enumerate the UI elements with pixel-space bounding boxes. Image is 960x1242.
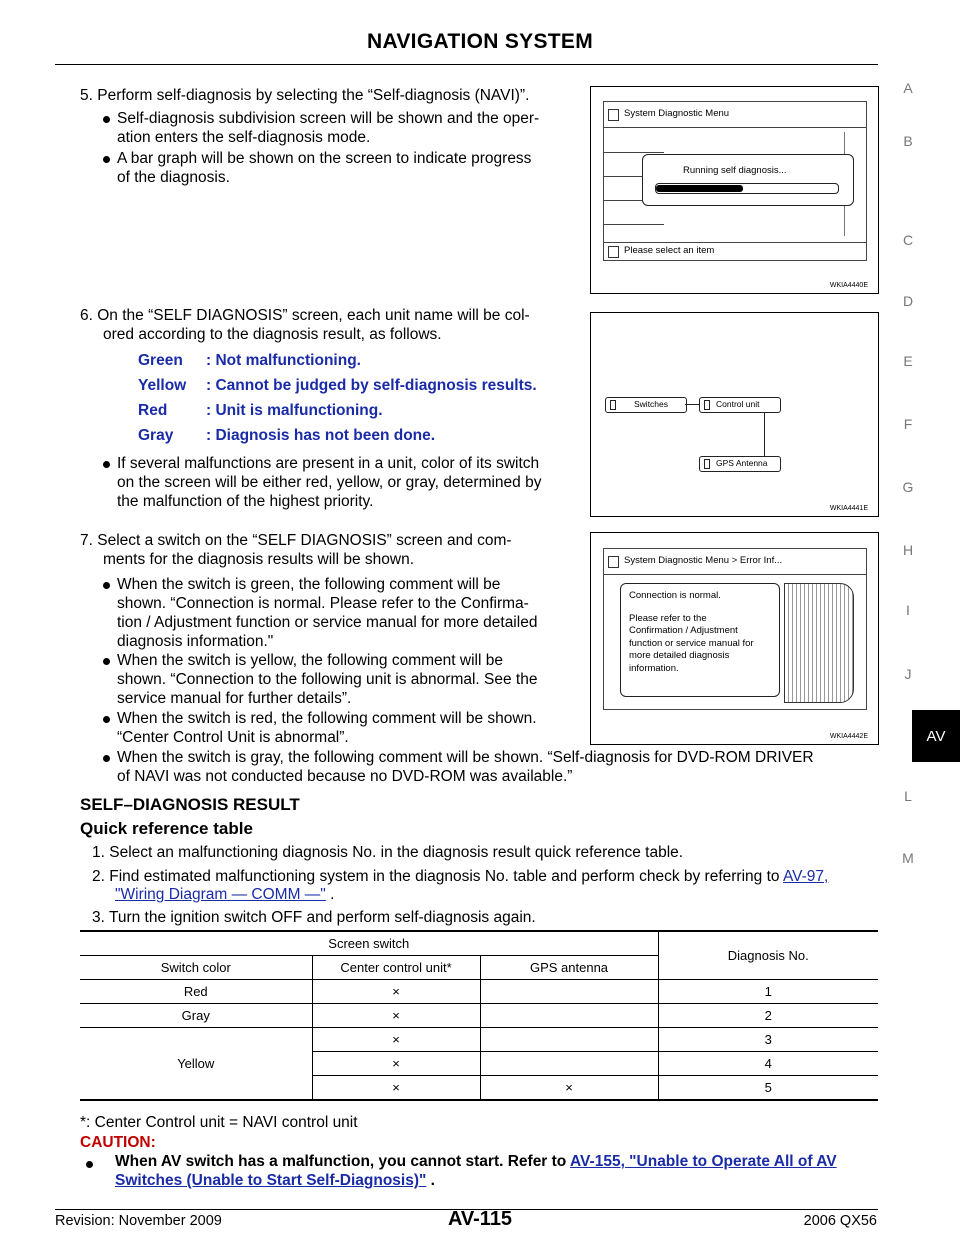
info-icon — [608, 556, 619, 568]
procedure-step2-line1 — [92, 867, 828, 886]
red-bullet-line1: When the switch is red, the following comment will be shown. — [117, 710, 537, 727]
step6-bullet-line3: the malfunction of the highest priority. — [117, 493, 374, 510]
quick-reference-table — [80, 930, 878, 1101]
cell-ccu: × — [312, 980, 480, 1004]
gray-bullet-line2: of NAVI was not conducted because no DVD-ROM was available.” — [117, 768, 573, 785]
divider — [604, 242, 866, 243]
fig1-popup-text: Running self diagnosis... — [683, 165, 787, 176]
tab-g[interactable]: G — [902, 479, 914, 495]
step5-bullet2-line1: A bar graph will be shown on the screen to indicate progress — [117, 150, 532, 167]
step7-line1: 7. Select a switch on the “SELF DIAGNOSIS” screen and com- — [80, 532, 512, 549]
procedure-step1: 1. Select an malfunctioning diagnosis No. in the diagnosis result quick reference table. — [92, 844, 684, 861]
cell-color: Red — [80, 980, 312, 1004]
table-footnote: *: Center Control unit = NAVI control unit — [80, 1114, 358, 1131]
page-title: NAVIGATION SYSTEM — [367, 30, 593, 53]
caution-end: . — [426, 1172, 435, 1189]
step5-bullet2-line2: of the diagnosis. — [117, 169, 230, 186]
cell-ccu: × — [312, 1052, 480, 1076]
color-key-yellow-desc: : Cannot be judged by self-diagnosis results. — [206, 377, 537, 394]
green-bullet-line4: diagnosis information." — [117, 633, 274, 650]
message-line: function or service manual for — [629, 637, 754, 649]
cell-gps: × — [480, 1076, 658, 1101]
yellow-bullet-line2: shown. “Connection to the following unit is abnormal. See the — [117, 671, 538, 688]
cell-diag-no: 3 — [764, 1032, 772, 1047]
header-gps-antenna: GPS antenna — [529, 960, 609, 975]
ref-link-av97[interactable]: AV-97, — [782, 868, 829, 885]
header-center-control-unit: Center control unit* — [312, 956, 480, 980]
header-rule — [55, 64, 878, 65]
cell-ccu: × — [312, 1076, 480, 1101]
bullet-dot — [103, 156, 110, 163]
green-bullet-line1: When the switch is green, the following comment will be — [117, 576, 501, 593]
message-line: Confirmation / Adjustment — [629, 625, 738, 636]
tab-m[interactable]: M — [902, 850, 914, 866]
divider — [604, 152, 664, 153]
switch-indicator — [704, 400, 710, 410]
procedure-step2-end: . — [325, 886, 335, 903]
cell-diag-no: 5 — [764, 1080, 772, 1095]
cell-diag-no: 2 — [764, 1008, 772, 1023]
color-key-yellow-name: Yellow — [138, 377, 187, 394]
switches-label: Switches — [634, 399, 669, 409]
bullet-dot — [103, 582, 110, 589]
progress-bar — [655, 183, 839, 194]
procedure-step2-text: 2. Find estimated malfunctioning system in the diagnosis No. table and perform check by referring to — [92, 868, 783, 885]
switch-indicator — [704, 459, 710, 469]
cell-gps — [480, 980, 658, 1004]
tab-b[interactable]: B — [903, 133, 913, 149]
bullet-dot — [103, 116, 110, 123]
color-key-red-desc: : Unit is malfunctioning. — [206, 402, 383, 419]
ref-link-av155-cont[interactable]: Switches (Unable to Start Self-Diagnosis)" — [115, 1172, 427, 1189]
figure-id: WKIA4440E — [829, 282, 868, 289]
step7-line2: ments for the diagnosis results will be shown. — [103, 551, 415, 568]
control-unit-label: Control unit — [716, 399, 760, 409]
tab-f[interactable]: F — [903, 416, 913, 432]
step6-line1: 6. On the “SELF DIAGNOSIS” screen, each unit name will be col- — [80, 307, 530, 324]
caution-text: When AV switch has a malfunction, you cannot start. Refer to — [115, 1153, 571, 1170]
color-key-gray-desc: : Diagnosis has not been done. — [206, 427, 436, 444]
tab-av-label: AV — [926, 727, 946, 745]
ref-link-av155[interactable]: AV-155, "Unable to Operate All of AV — [570, 1153, 837, 1170]
bullet-dot — [103, 461, 110, 468]
divider — [604, 574, 866, 575]
tab-e[interactable]: E — [903, 353, 913, 369]
gps-antenna-switch[interactable] — [699, 456, 781, 472]
footer-revision: Revision: November 2009 — [55, 1213, 222, 1229]
caution-label: CAUTION: — [80, 1134, 156, 1151]
message-line: information. — [629, 662, 679, 674]
bullet-dot — [86, 1161, 93, 1168]
yellow-bullet-line1: When the switch is yellow, the following comment will be — [117, 652, 503, 669]
connector-line — [685, 404, 699, 405]
fig3-screen-title: System Diagnostic Menu > Error Inf... — [624, 555, 783, 566]
progress-dialog — [642, 154, 854, 206]
switch-indicator — [610, 400, 616, 410]
message-box — [620, 583, 780, 697]
red-bullet-line2: “Center Control Unit is abnormal”. — [117, 729, 349, 746]
bullet-dot — [103, 755, 110, 762]
ref-link-wiring-diagram[interactable]: "Wiring Diagram — COMM —" — [115, 886, 326, 903]
figure-id: WKIA4442E — [829, 733, 868, 740]
message-text — [629, 590, 754, 675]
cell-gps — [480, 1052, 658, 1076]
color-key-green-name: Green — [138, 352, 183, 369]
divider — [604, 127, 866, 128]
cell-diag-no: 1 — [764, 984, 772, 999]
yellow-bullet-line3: service manual for further details”. — [117, 690, 352, 707]
cell-ccu: × — [312, 1004, 480, 1028]
figure-unit-diagram — [590, 312, 879, 517]
caution-line1 — [115, 1153, 837, 1171]
tab-d[interactable]: D — [902, 293, 914, 309]
procedure-step3: 3. Turn the ignition switch OFF and perform self-diagnosis again. — [92, 909, 536, 926]
tab-j[interactable]: J — [904, 666, 912, 682]
green-bullet-line3: tion / Adjustment function or service manual for more detailed — [117, 614, 538, 631]
step6-bullet-line2: on the screen will be either red, yellow, or gray, determined by — [117, 474, 542, 491]
bullet-dot — [103, 658, 110, 665]
connector-line — [764, 412, 765, 456]
message-line: Please refer to the — [629, 612, 707, 624]
color-key-green-desc: : Not malfunctioning. — [206, 352, 361, 369]
caution-line2 — [115, 1172, 435, 1190]
color-key-red-name: Red — [138, 402, 168, 419]
screen-frame — [603, 101, 867, 261]
progress-bar-fill — [656, 185, 743, 192]
control-unit-switch[interactable] — [699, 397, 781, 413]
cell-color: Gray — [80, 1004, 312, 1028]
info-icon — [608, 109, 619, 121]
message-line — [629, 603, 754, 613]
header-screen-switch: Screen switch — [80, 931, 658, 956]
footer-model: 2006 QX56 — [803, 1213, 877, 1229]
green-bullet-line2: shown. “Connection is normal. Please refer to the Confirma- — [117, 595, 529, 612]
gray-bullet-line1: When the switch is gray, the following comment will be shown. “Self-diagnosis for DVD-ROM DRIVER — [117, 749, 814, 766]
tab-av-active[interactable] — [912, 710, 960, 762]
figure-id: WKIA4441E — [829, 505, 868, 512]
tab-c[interactable]: C — [902, 232, 914, 248]
message-line: more detailed diagnosis — [629, 650, 730, 661]
step6-line2: ored according to the diagnosis result, as follows. — [103, 326, 442, 343]
info-icon — [608, 246, 619, 258]
fig1-screen-title: System Diagnostic Menu — [624, 108, 730, 119]
screen-frame — [603, 548, 867, 710]
step5-text: 5. Perform self-diagnosis by selecting the “Self-diagnosis (NAVI)”. — [80, 87, 530, 104]
tab-i[interactable]: I — [906, 602, 910, 618]
step5-bullet1-line2: ation enters the self-diagnosis mode. — [117, 129, 371, 146]
bullet-dot — [103, 716, 110, 723]
figure-error-info — [590, 532, 879, 745]
cell-gps — [480, 1028, 658, 1052]
cell-diag-no: 4 — [764, 1056, 772, 1071]
cell-ccu: × — [312, 1028, 480, 1052]
cell-color: Yellow — [80, 1028, 312, 1101]
tab-h[interactable]: H — [902, 542, 914, 558]
dial-graphic — [784, 583, 854, 703]
divider — [604, 224, 664, 225]
section-subheading: Quick reference table — [80, 819, 253, 838]
color-key-gray-name: Gray — [138, 427, 174, 444]
section-heading: SELF–DIAGNOSIS RESULT — [80, 795, 300, 814]
step6-bullet-line1: If several malfunctions are present in a unit, color of its switch — [117, 455, 540, 472]
tab-a[interactable]: A — [903, 80, 913, 96]
cell-gps — [480, 1004, 658, 1028]
page-number: AV-115 — [447, 1208, 513, 1230]
gps-antenna-label: GPS Antenna — [716, 458, 768, 468]
figure-self-diagnosis-running — [590, 86, 879, 294]
header-switch-color: Switch color — [80, 956, 312, 980]
procedure-step2-line2 — [115, 885, 334, 904]
message-line: Connection is normal. — [629, 590, 721, 601]
switches-switch[interactable] — [605, 397, 687, 413]
tab-l[interactable]: L — [904, 788, 912, 804]
header-diagnosis-no: Diagnosis No. — [658, 931, 878, 980]
fig1-status-text: Please select an item — [624, 245, 715, 256]
step5-bullet1-line1: Self-diagnosis subdivision screen will be shown and the oper- — [117, 110, 540, 127]
